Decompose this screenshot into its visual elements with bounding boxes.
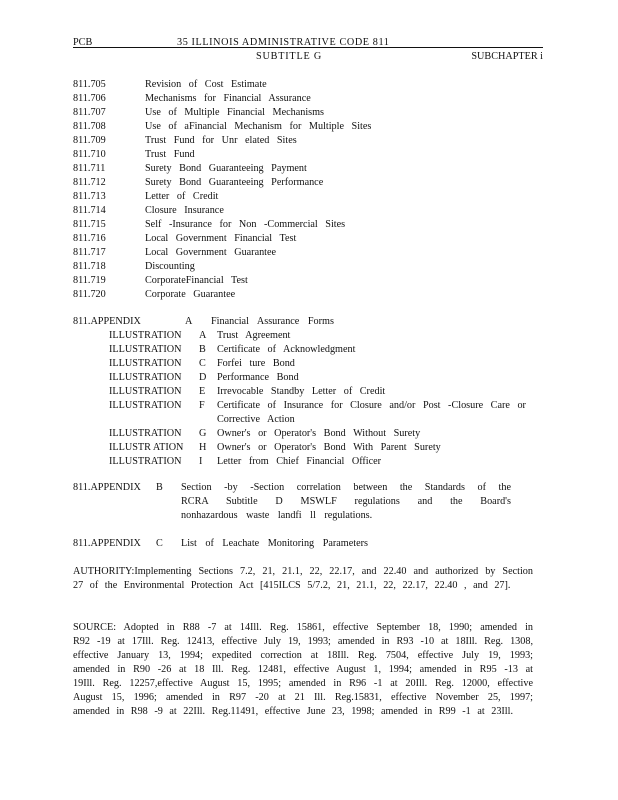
section-row (73, 78, 533, 92)
section-number: 811.709 (73, 135, 106, 146)
header-subchapter: SUBCHAPTER i (471, 51, 543, 62)
section-row (73, 106, 533, 120)
section-number: 811.715 (73, 219, 106, 230)
appendix-c (73, 537, 543, 551)
section-title: CorporateFinancial Test (145, 275, 248, 286)
section-number: 811.718 (73, 261, 106, 272)
section-row (73, 288, 533, 302)
appendix-b-letter: B (156, 482, 163, 493)
section-title: Letter of Credit (145, 191, 219, 202)
illustration-label: ILLUSTRATION (109, 386, 182, 397)
illustration-label: ILLUSTRATION (109, 358, 182, 369)
illustration-title: Owner's or Operator's Bond With Parent Surety (217, 442, 441, 453)
appendix-b-text: Section -by -Section correlation between the Standards of the RCRA Subtitle D MSWLF regulations and the Board's nonhazardous waste landfi ll regulations. (181, 482, 511, 521)
section-title: Revision of Cost Estimate (145, 79, 267, 90)
section-title: Use of aFinancial Mechanism for Multiple Sites (145, 121, 372, 132)
appendix-c-letter: C (156, 538, 163, 549)
section-row (73, 134, 533, 148)
illustration-title: Forfei ture Bond (217, 358, 295, 369)
illustration-label: ILLUSTRATION (109, 330, 182, 341)
section-row (73, 92, 533, 106)
illustration-row (73, 455, 543, 469)
section-row (73, 204, 533, 218)
illustration-title: Trust Agreement (217, 330, 291, 341)
illustration-title: Certificate of Acknowledgment (217, 344, 356, 355)
illustration-title: Letter from Chief Financial Officer (217, 456, 382, 467)
section-row (73, 190, 533, 204)
section-title: Discounting (145, 261, 195, 272)
page-header (73, 36, 543, 64)
illustration-letter: I (199, 456, 203, 467)
section-list (73, 78, 533, 302)
section-title: Corporate Guarantee (145, 289, 236, 300)
header-rule (73, 47, 543, 48)
section-title: Surety Bond Guaranteeing Performance (145, 177, 324, 188)
appendix-a-title: Financial Assurance Forms (211, 316, 334, 327)
section-number: 811.705 (73, 79, 106, 90)
illustration-row (73, 441, 543, 455)
section-row (73, 246, 533, 260)
section-row (73, 218, 533, 232)
section-row (73, 260, 533, 274)
section-number: 811.714 (73, 205, 106, 216)
illustration-row (73, 357, 543, 371)
illustration-letter: H (199, 442, 207, 453)
appendix-c-label: 811.APPENDIX (73, 538, 141, 549)
illustration-label: ILLUSTR ATION (109, 442, 184, 453)
section-number: 811.711 (73, 163, 106, 174)
authority-note: AUTHORITY:Implementing Sections 7.2, 21, 21.1, 22, 22.17, and 22.40 and authorized by Section 27 of the Environmental Protection Act [415ILCS 5/7.2, 21, 21.1, 22, 22.17, 22.40 , and 27]. (73, 566, 533, 591)
section-number: 811.716 (73, 233, 106, 244)
appendix-a (73, 315, 543, 469)
illustration-letter: F (199, 400, 205, 411)
illustration-title: Certificate of Insurance for Closure and/or Post -Closure Care or Corrective Action (217, 400, 526, 425)
illustration-row (73, 343, 543, 357)
header-agency: PCB (73, 37, 93, 48)
section-number: 811.712 (73, 177, 106, 188)
illustration-letter: E (199, 386, 206, 397)
section-number: 811.707 (73, 107, 106, 118)
illustration-list (73, 329, 543, 469)
section-row (73, 176, 533, 190)
section-number: 811.717 (73, 247, 106, 258)
section-number: 811.708 (73, 121, 106, 132)
illustration-letter: D (199, 372, 207, 383)
section-title: Trust Fund (145, 149, 195, 160)
illustration-title: Irrevocable Standby Letter of Credit (217, 386, 386, 397)
illustration-label: ILLUSTRATION (109, 372, 182, 383)
illustration-label: ILLUSTRATION (109, 428, 182, 439)
illustration-row (73, 329, 543, 343)
appendix-b-label: 811.APPENDIX (73, 482, 141, 493)
illustration-row (73, 385, 543, 399)
section-row (73, 148, 533, 162)
appendix-a-label: 811.APPENDIX (73, 316, 141, 327)
section-title: Local Government Financial Test (145, 233, 297, 244)
section-number: 811.706 (73, 93, 106, 104)
section-number: 811.719 (73, 275, 106, 286)
illustration-letter: C (199, 358, 206, 369)
appendix-a-heading (73, 315, 543, 329)
section-number: 811.720 (73, 289, 106, 300)
illustration-title: Owner's or Operator's Bond Without Surety (217, 428, 421, 439)
appendix-c-text: List of Leachate Monitoring Parameters (181, 538, 368, 549)
illustration-letter: G (199, 428, 207, 439)
section-row (73, 274, 533, 288)
section-title: Closure Insurance (145, 205, 224, 216)
illustration-row (73, 371, 543, 385)
source-note: SOURCE: Adopted in R88 -7 at 14Ill. Reg. 15861, effective September 18, 1990; amended in R92 -19 at 17Ill. Reg. 12413, effective July 19, 1993; amended in R93 -10 at 18Ill. Reg. 1308, effective January 13, 1994; expedited correction at 18Ill. Reg. 7504, effective July 19, 1993; amended in R90 -26 at 18 Ill. Reg. 12481, effective August 1, 1994; amended in R95 -13 at 19Ill. Reg. 12257,effective August 15, 1995; amended in R96 -1 at 20Ill. Reg. 12000, effective August 15, 1996; amended in R97 -20 at 21 Ill. Reg.15831, effective November 25, 1997; amended in R98 -9 at 22Ill. Reg.11491, effective June 23, 1998; amended in R99 -1 at 23Ill. (73, 622, 533, 717)
appendix-a-letter: A (185, 316, 193, 327)
section-title: Use of Multiple Financial Mechanisms (145, 107, 325, 118)
section-row (73, 120, 533, 134)
section-row (73, 232, 533, 246)
section-title: Self -Insurance for Non -Commercial Sites (145, 219, 346, 230)
section-number: 811.713 (73, 191, 106, 202)
appendix-b (73, 481, 543, 523)
header-code-title: 35 ILLINOIS ADMINISTRATIVE CODE 811 (177, 37, 390, 48)
illustration-label: ILLUSTRATION (109, 344, 182, 355)
illustration-letter: A (199, 330, 207, 341)
section-title: Mechanisms for Financial Assurance (145, 93, 311, 104)
illustration-row (73, 427, 543, 441)
section-row (73, 162, 533, 176)
illustration-label: ILLUSTRATION (109, 400, 182, 411)
illustration-title: Performance Bond (217, 372, 299, 383)
illustration-row (73, 399, 543, 427)
section-title: Surety Bond Guaranteeing Payment (145, 163, 307, 174)
section-title: Local Government Guarantee (145, 247, 277, 258)
section-number: 811.710 (73, 149, 106, 160)
header-subtitle: SUBTITLE G (256, 51, 323, 62)
section-title: Trust Fund for Unr elated Sites (145, 135, 297, 146)
illustration-label: ILLUSTRATION (109, 456, 182, 467)
illustration-letter: B (199, 344, 206, 355)
